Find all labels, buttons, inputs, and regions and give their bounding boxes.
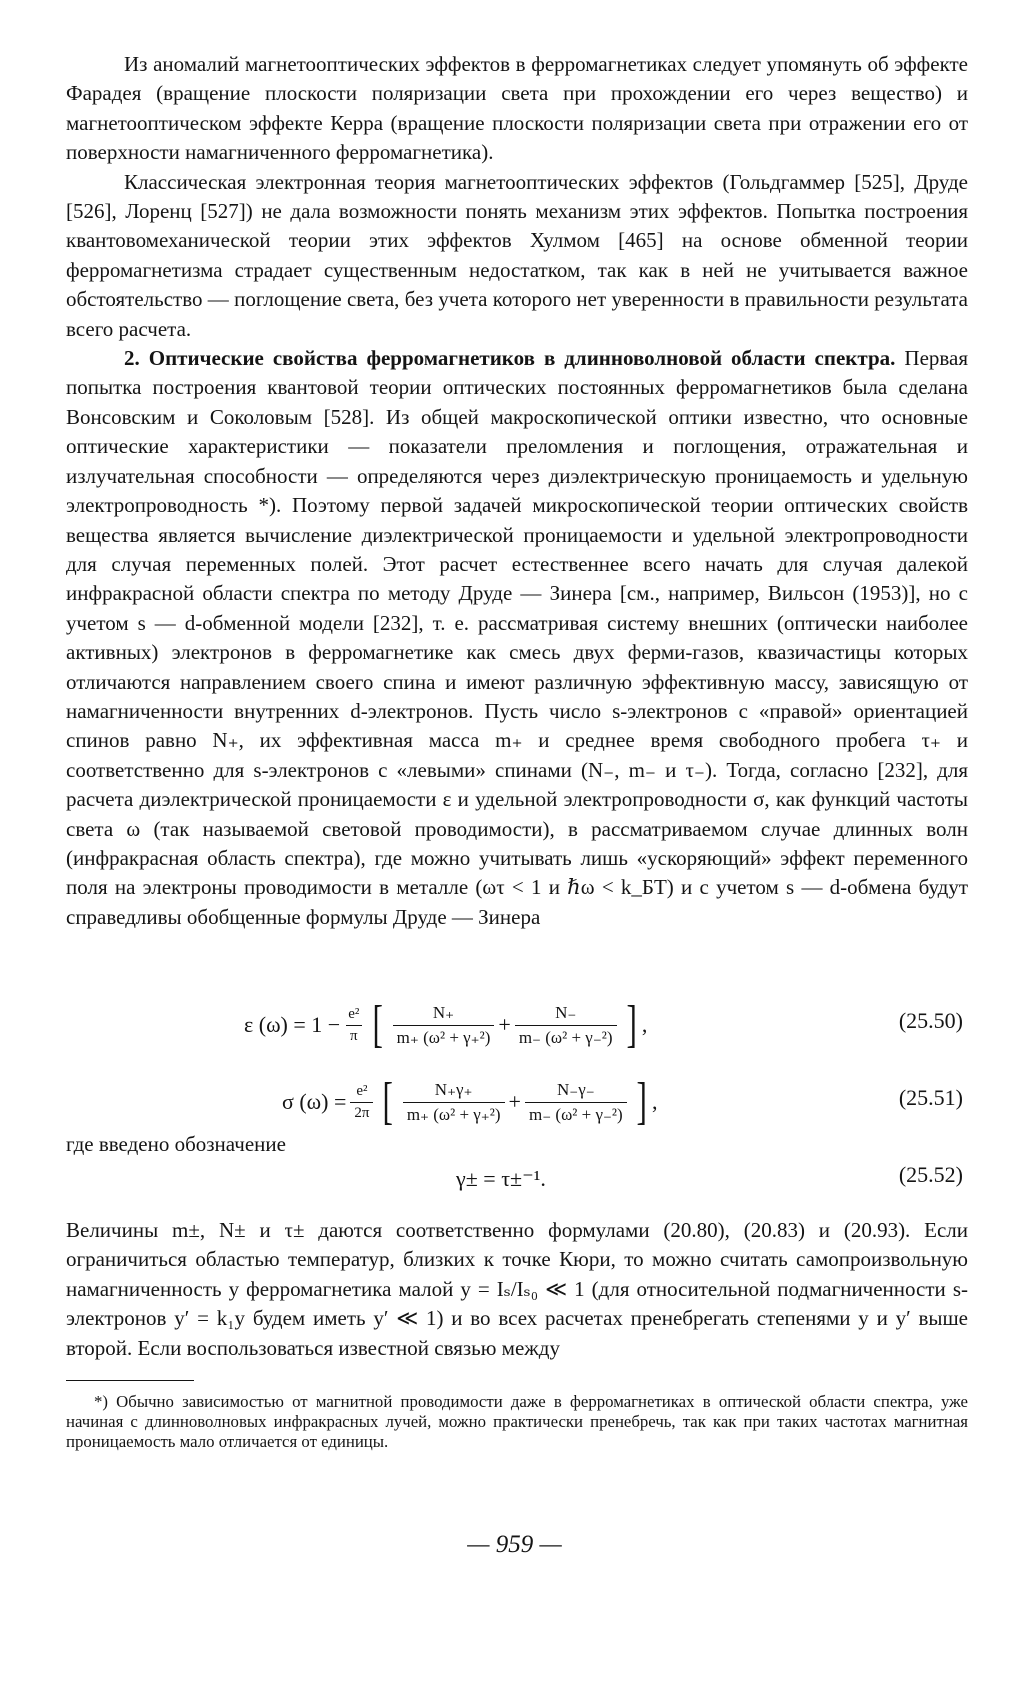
closing-text <box>66 1216 968 1363</box>
paragraph-section-2 <box>66 344 968 932</box>
fraction-numerator: e² <box>356 1082 368 1099</box>
main-text <box>66 50 968 932</box>
fraction-numerator: N₊ <box>432 1002 455 1022</box>
formula-25-50 <box>0 994 1029 1056</box>
plus-sign: + <box>498 1012 511 1037</box>
fraction-numerator: N₊γ₊ <box>434 1079 473 1099</box>
formula-25-52 <box>0 1148 1029 1210</box>
formula-lhs: σ (ω) = <box>282 1089 347 1114</box>
fraction-denominator: 2π <box>350 1102 373 1122</box>
fraction-numerator: e² <box>348 1005 360 1022</box>
prefactor-fraction <box>344 1006 363 1045</box>
formula-tail: , <box>641 1012 648 1037</box>
page-number: — 959 — <box>467 1531 562 1558</box>
equation-number: (25.51) <box>898 1085 963 1110</box>
fraction-denominator: m₋ (ω² + γ₋²) <box>515 1025 617 1048</box>
section-heading: 2. Оптические свойства ферромагнетиков в длинноволновой области спектра. <box>124 346 896 371</box>
fraction-denominator: π <box>346 1025 362 1045</box>
right-bracket: ] <box>626 996 637 1053</box>
formula-expression: γ± = τ±⁻¹. <box>456 1166 546 1191</box>
fraction-numerator: N₋γ₋ <box>556 1079 595 1099</box>
fraction-denominator: m₊ (ω² + γ₊²) <box>403 1102 505 1125</box>
equation-number: (25.50) <box>898 1008 963 1033</box>
formula-lhs: ε (ω) = 1 − <box>244 1012 341 1037</box>
term-fraction-minus <box>515 1003 617 1048</box>
term-fraction-plus <box>393 1003 495 1048</box>
fraction-denominator: m₋ (ω² + γ₋²) <box>525 1102 627 1125</box>
prefactor-fraction <box>350 1083 373 1122</box>
left-bracket: [ <box>382 1073 394 1130</box>
formula-tail: , <box>652 1089 658 1114</box>
footnote-rule <box>66 1380 194 1381</box>
right-bracket: ] <box>636 1073 647 1130</box>
footnote-text: *) Обычно зависимостью от магнитной проводимости даже в ферромагнетиках в оптической области спектра, уже начиная с длинноволновых инфракрасных лучей, можно практически пренебречь, так как при таких частотах магнитная проницаемость мало отличается от единицы. <box>66 1392 968 1451</box>
plus-sign: + <box>508 1089 521 1114</box>
fraction-denominator: m₊ (ω² + γ₊²) <box>393 1025 495 1048</box>
section-text: Первая попытка построения квантовой теории оптических постоянных ферромагнетиков была сделана Вонсовским и Соколовым [528]. Из общей макроскопической оптики известно, что основные оптические характеристики — показатели преломления и поглощения, отражательная и излучательная способности — определяются через диэлектрическую проницаемость и удельную электропроводность *). Поэтому первой задачей микроскопической теории оптических свойств вещества является вычисление диэлектрической проницаемости и удельной электропроводности для случая переменных полей. Этот расчет естественнее всего начать для случая далекой инфракрасной области спектра по методу Друде — Зинера [см., например, Вильсон (1953)], но с учетом s — d-обменной модели [232], т. е. рассматривая систему внешних (оптически наиболее активных) электронов в ферромагнетике как смесь двух ферми-газов, квазичастицы которых отличаются направлением своего спина и имеют различную эффективную массу, зависящую от намагниченности внутренних d-электронов. Пусть число s-электронов с «правой» ориентацией спинов равно N₊, их эффективная масса m₊ и среднее время свободного пробега τ₊ и соответственно для s-электронов с «левыми» спинами (N₋, m₋ и τ₋). Тогда, согласно [232], для расчета диэлектрической проницаемости ε и удельной электропроводности σ, как функций частоты света ω (так называемой световой проводимости), в рассматриваемом случае длинных волн (инфракрасная область спектра), где можно учитывать лишь «ускоряющий» эффект переменного поля на электроны проводимости в металле (ωτ < 1 и ℏω < k_БT) и с учетом s — d-обмена будут справедливы обобщенные формулы Друде — Зинера <box>66 346 969 929</box>
equation-number: (25.52) <box>898 1162 963 1187</box>
term-fraction-plus <box>403 1080 505 1125</box>
footnote <box>66 1392 968 1452</box>
fraction-numerator: N₋ <box>555 1002 577 1022</box>
paragraph-anomalies: Из аномалий магнетооптических эффектов в ферромагнетиках следует упомянуть об эффекте Фарадея (вращение плоскости поляризации света при прохождении его через вещество) и магнетооптическом эффекте Керра (вращение плоскости поляризации света при отражении его от поверхности намагниченного ферромагнетика). <box>66 52 968 165</box>
paragraph-closing: Величины m±, N± и τ± даются соответственно формулами (20.80), (20.83) и (20.93). Если ограничиться областью температур, близких к точке Кюри, то можно считать самопроизвольную намагниченность у ферромагнетика малой y = Iₛ/Iₛ₀ ≪ 1 (для относительной подмагниченности s-электронов y′ = k₁y будем иметь y′ ≪ 1) и во всех расчетах пренебрегать степенями y и y′ выше второй. Если воспользоваться известной связью между <box>66 1218 968 1360</box>
term-fraction-minus <box>525 1080 627 1125</box>
paragraph-classical-theory: Классическая электронная теория магнетооптических эффектов (Гольдгаммер [525], Друде [526], Лоренц [527]) не дала возможности понять механизм этих эффектов. Попытка построения квантовомеханической теории этих эффектов Хулмом [465] на основе обменной теории ферромагнетизма страдает существенным недостатком, так как в ней не учитывается важное обстоятельство — поглощение света, без учета которого нет уверенности в правильности результата всего расчета. <box>66 169 968 341</box>
formula-25-51 <box>0 1071 1029 1133</box>
where-line: где введено обозначение <box>66 1132 286 1156</box>
left-bracket: [ <box>372 996 384 1053</box>
